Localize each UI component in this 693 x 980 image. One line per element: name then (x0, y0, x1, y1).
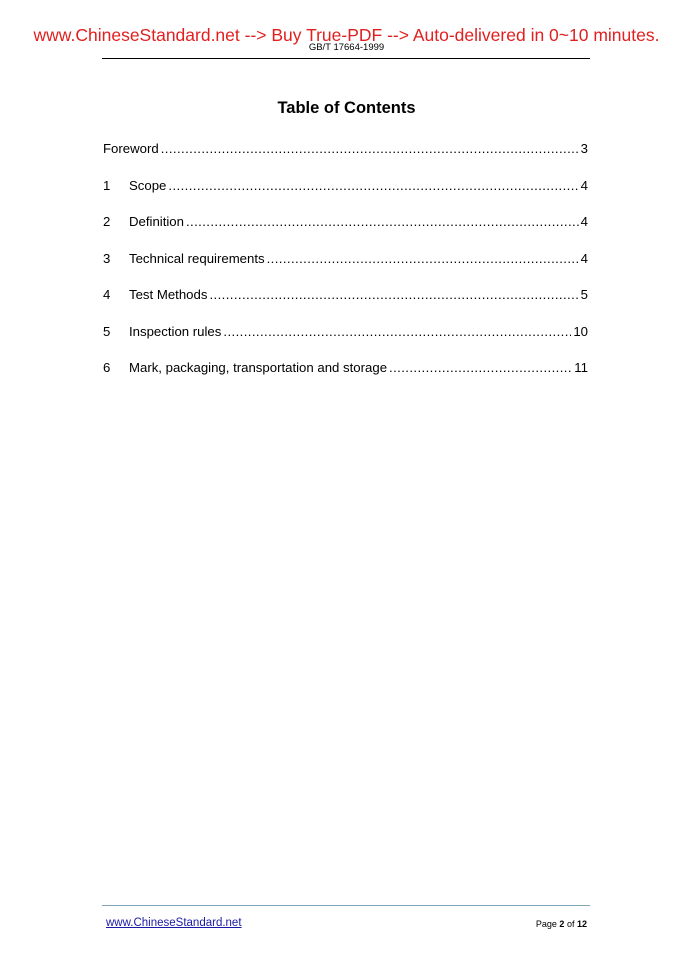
toc-entry-page: 10 (573, 323, 588, 339)
toc-entry-page: 5 (580, 287, 588, 302)
toc-entry-page: 4 (580, 250, 588, 266)
toc-entry-number: 3 (103, 250, 111, 266)
dot-leader (168, 178, 578, 194)
toc-entry-mark-packaging[interactable] (103, 360, 588, 397)
page-number (536, 918, 587, 930)
footer-divider (102, 905, 590, 906)
page-label: Page (535, 919, 557, 929)
toc-entry-title: Scope (129, 177, 167, 193)
toc-entry-number: 4 (103, 287, 111, 302)
toc-entry-page: 4 (580, 177, 588, 193)
toc-entry-number: 1 (103, 177, 111, 193)
toc-entry-title: Test Methods (129, 287, 208, 302)
header-divider (102, 58, 590, 59)
toc-entry-number: 5 (103, 323, 111, 339)
toc-entry-technical-requirements[interactable] (103, 251, 588, 288)
toc-entry-test-methods[interactable] (103, 287, 588, 324)
toc-entry-page: 4 (580, 214, 588, 229)
toc-entry-scope[interactable] (103, 178, 588, 215)
toc-entry-page: 3 (580, 141, 588, 156)
page-total: 12 (576, 919, 587, 929)
document-code: GB/T 17664-1999 (308, 42, 385, 53)
toc-entry-definition[interactable] (103, 214, 588, 251)
toc-entry-title: Inspection rules (129, 323, 222, 339)
toc-entry-foreword[interactable] (103, 141, 588, 178)
dot-leader (186, 214, 579, 230)
toc-entry-title: Definition (129, 214, 184, 229)
dot-leader (161, 141, 579, 157)
toc-entry-title: Mark, packaging, transportation and storage (129, 360, 388, 375)
toc-entry-title: Foreword (103, 141, 159, 156)
page-current: 2 (559, 919, 565, 929)
toc-entry-number: 6 (103, 360, 111, 375)
toc-entry-title: Technical requirements (129, 250, 265, 266)
dot-leader (223, 324, 571, 340)
dot-leader (267, 251, 579, 267)
toc-entry-number: 2 (103, 214, 111, 229)
toc-entry-inspection-rules[interactable] (103, 324, 588, 361)
toc-entry-page: 11 (574, 360, 588, 375)
toc-heading: Table of Contents (277, 99, 416, 117)
page-of: of (566, 919, 575, 929)
footer-website-link[interactable]: www.ChineseStandard.net (106, 917, 242, 929)
table-of-contents (103, 141, 588, 397)
promo-banner-link[interactable]: www.ChineseStandard.net --> Buy True-PDF --> Auto-delivered in 0~10 minutes. (33, 25, 660, 45)
dot-leader (389, 360, 572, 376)
dot-leader (209, 287, 578, 303)
